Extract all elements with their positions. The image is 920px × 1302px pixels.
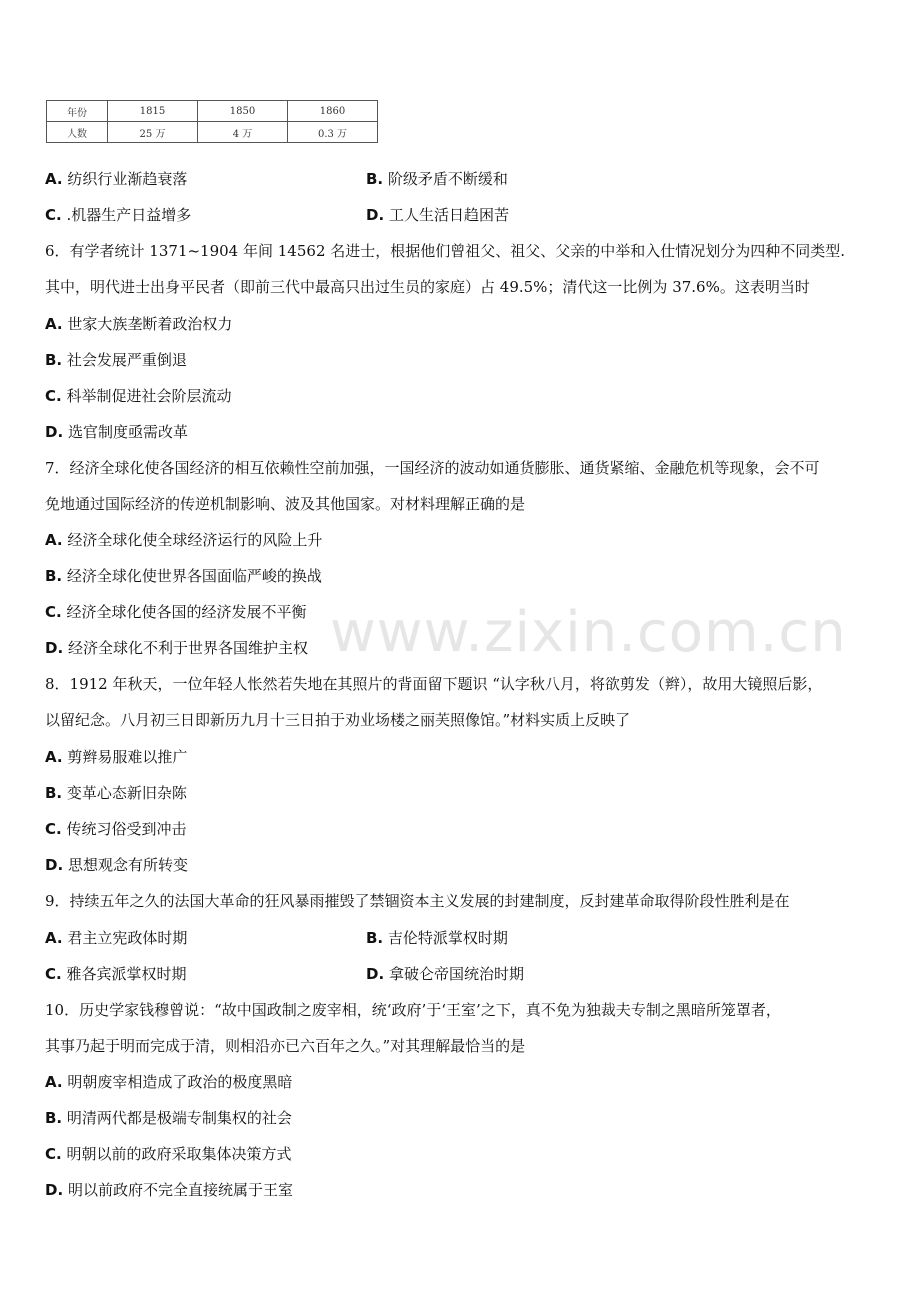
option-text: 经济全球化使世界各国面临严峻的换战 [66,567,322,585]
q7-option-c [45,602,307,622]
table-header-cell: 1850 [198,101,288,122]
watermark: www.zixin.com.cn [330,600,847,665]
q5-option-b [366,169,508,189]
table-row [47,122,378,143]
q8-option-c [45,819,187,839]
option-text: 科举制促进社会阶层流动 [66,387,232,405]
q5-option-d [366,205,509,225]
q9-option-c [45,964,187,984]
q10-stem-line-2: 其事乃起于明而完成于清，则相沿亦已六百年之久。”对其理解最恰当的是 [45,1037,526,1055]
table-cell: 人数 [47,122,108,143]
option-label: C. [45,965,62,983]
option-label: C. [45,1145,62,1163]
q10-stem-line-1: 10．历史学家钱穆曾说：“故中国政制之废宰相，统‘政府’于‘王室’之下，真不免为独裁夫专制之黑暗所笼罩者， [45,1001,781,1019]
option-label: D. [45,639,64,657]
table-cell: 25 万 [108,122,198,143]
option-text: 明朝以前的政府采取集体决策方式 [66,1145,292,1163]
q6-option-d [45,422,188,442]
option-label: A. [45,1073,63,1091]
option-label: B. [45,351,63,369]
option-label: D. [45,856,64,874]
option-text: 经济全球化使全球经济运行的风险上升 [67,531,323,549]
option-label: A. [45,929,63,947]
option-label: A. [45,170,63,188]
q9-option-b [366,928,508,948]
option-text: 经济全球化使各国的经济发展不平衡 [66,603,307,621]
q7-stem-line-2: 免地通过国际经济的传逆机制影响、波及其他国家。对材料理解正确的是 [45,495,526,513]
q6-stem-line-1: 6．有学者统计 1371~1904 年间 14562 名进士，根据他们曾祖父、祖父、父亲的中举和入仕情况划分为四种不同类型. [45,242,846,260]
table-header-cell: 1815 [108,101,198,122]
option-text: 变革心态新旧杂陈 [66,784,187,802]
option-text: 明以前政府不完全直接统属于王室 [67,1181,293,1199]
option-text: 工人生活日趋困苦 [388,206,509,224]
table-row [47,101,378,122]
option-label: C. [45,603,62,621]
table-header-cell: 1860 [288,101,378,122]
option-label: B. [366,170,384,188]
table-cell: 4 万 [198,122,288,143]
option-text: 传统习俗受到冲击 [66,820,187,838]
q7-option-b [45,566,322,586]
q9-option-a [45,928,187,948]
q5-option-c [45,205,191,225]
option-label: B. [45,1109,63,1127]
option-label: A. [45,531,63,549]
option-text: 思想观念有所转变 [67,856,188,874]
option-label: D. [45,1181,64,1199]
q8-stem-line-2: 以留纪念。八月初三日即新历九月十三日拍于劝业场楼之丽芙照像馆。”材料实质上反映了 [45,711,631,729]
option-text: 剪辫易服难以推广 [67,748,188,766]
option-label: A. [45,315,63,333]
q10-option-c [45,1144,292,1164]
option-label: D. [45,423,64,441]
option-text: 选官制度亟需改革 [67,423,188,441]
option-text: 拿破仑帝国统治时期 [388,965,524,983]
option-label: C. [45,387,62,405]
option-text: 雅各宾派掌权时期 [66,965,187,983]
option-text: 世家大族垄断着政治权力 [67,315,233,333]
table-header-cell: 年份 [47,101,108,122]
option-text: 明清两代都是极端专制集权的社会 [66,1109,292,1127]
option-text: 明朝废宰相造成了政治的极度黑暗 [67,1073,293,1091]
option-label: B. [45,784,63,802]
q10-option-b [45,1108,292,1128]
data-table [46,100,378,143]
option-label: A. [45,748,63,766]
option-text: 吉伦特派掌权时期 [387,929,508,947]
option-label: B. [45,567,63,585]
option-text: 经济全球化不利于世界各国维护主权 [67,639,308,657]
q6-stem-line-2: 其中，明代进士出身平民者（即前三代中最高只出过生员的家庭）占 49.5%；清代这一比例为 37.6%。这表明当时 [45,278,810,296]
q5-option-a [45,169,187,189]
q8-stem-line-1: 8．1912 年秋天，一位年轻人怅然若失地在其照片的背面留下题识 “认字秋八月，将欲剪发（辫），故用大镜照后影， [45,675,823,693]
option-text: 社会发展严重倒退 [66,351,187,369]
option-label: D. [366,965,385,983]
q7-option-d [45,638,308,658]
q8-option-d [45,855,188,875]
option-label: B. [366,929,384,947]
option-label: D. [366,206,385,224]
q7-stem-line-1: 7．经济全球化使各国经济的相互依赖性空前加强，一国经济的波动如通货膨胀、通货紧缩、金融危机等现象，会不可 [45,459,820,477]
option-text: 君主立宪政体时期 [67,929,188,947]
q10-option-d [45,1180,293,1200]
table-cell: 0.3 万 [288,122,378,143]
option-text: 纺织行业渐趋衰落 [67,170,188,188]
option-text: .机器生产日益增多 [66,206,192,224]
q6-option-a [45,314,232,334]
q9-option-d [366,964,524,984]
q10-option-a [45,1072,292,1092]
option-label: C. [45,206,62,224]
q6-option-b [45,350,187,370]
option-label: C. [45,820,62,838]
q8-option-b [45,783,187,803]
option-text: 阶级矛盾不断缓和 [387,170,508,188]
q9-stem-line-1: 9．持续五年之久的法国大革命的狂风暴雨摧毁了禁锢资本主义发展的封建制度，反封建革命取得阶段性胜利是在 [45,892,790,910]
q7-option-a [45,530,322,550]
q8-option-a [45,747,187,767]
q6-option-c [45,386,232,406]
